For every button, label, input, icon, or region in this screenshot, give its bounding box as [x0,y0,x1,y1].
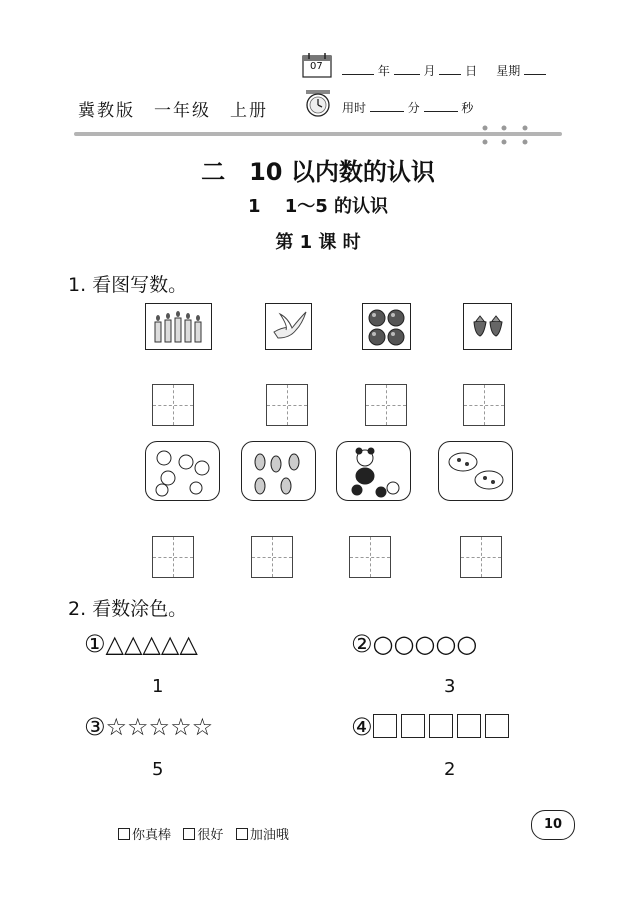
clock-icon [303,88,333,122]
calendar-day: 07 [310,61,323,72]
checkbox-2[interactable] [183,828,195,840]
second-label: 秒 [461,101,474,115]
rating-options [118,824,289,843]
picture-dove [265,303,312,350]
rabbits-icon [242,442,315,500]
picture-candles [145,303,212,350]
minute-label: 分 [407,101,420,115]
picture-leopards [438,441,513,501]
time-line [342,99,473,116]
rule-dots [480,125,540,149]
section-title: 1 1～5 的认识 [247,196,389,217]
answer-grid-1[interactable] [152,384,194,426]
marker-1: ① [84,630,106,658]
answer-grid-5[interactable] [152,536,194,578]
checkbox-1[interactable] [118,828,130,840]
q2-number-2: 3 [444,676,456,697]
question-2-label: 2. 看数涂色。 [68,598,188,620]
answer-grid-7[interactable] [349,536,391,578]
picture-chicks [145,441,220,501]
marker-3: ③ [84,713,106,741]
square-2[interactable] [401,714,425,738]
candles-icon [146,304,211,349]
squares[interactable] [373,713,513,741]
picture-apples [362,303,411,350]
dove-icon [266,304,311,349]
page-number: 10 [531,810,575,840]
q2-number-4: 2 [444,759,456,780]
strawberries-icon [464,304,511,349]
option-3: 加油哦 [249,828,289,843]
question-1-label: 1. 看图写数。 [68,274,188,296]
q2-item-4 [351,713,513,741]
date-line [342,62,546,79]
answer-grid-8[interactable] [460,536,502,578]
circles[interactable]: ○○○○○ [372,630,478,658]
picture-rabbits [241,441,316,501]
q2-item-1 [84,630,198,658]
q2-number-3: 5 [152,759,164,780]
leopards-icon [439,442,512,500]
answer-grid-3[interactable] [365,384,407,426]
time-label: 用时 [342,101,367,115]
pandas-icon [337,442,410,500]
marker-2: ② [351,630,373,658]
marker-4: ④ [351,713,373,741]
square-3[interactable] [429,714,453,738]
triangles[interactable]: △△△△△ [105,630,198,658]
month-label: 月 [423,64,436,78]
option-2: 很好 [197,828,224,843]
answer-grid-2[interactable] [266,384,308,426]
apples-icon [363,304,410,349]
picture-strawberries [463,303,512,350]
picture-pandas [336,441,411,501]
option-1: 你真棒 [132,828,172,843]
answer-grid-6[interactable] [251,536,293,578]
chicks-icon [146,442,219,500]
chapter-title: 二 10 以内数的认识 [201,158,435,186]
q2-item-3 [84,713,213,741]
square-1[interactable] [373,714,397,738]
q2-item-2 [351,630,477,658]
square-4[interactable] [457,714,481,738]
weekday-label: 星期 [496,64,521,78]
lesson-title: 第 1 课 时 [275,232,361,253]
q2-number-1: 1 [152,676,164,697]
year-label: 年 [377,64,390,78]
checkbox-3[interactable] [236,828,248,840]
stars[interactable]: ☆☆☆☆☆ [105,713,214,741]
square-5[interactable] [485,714,509,738]
edition-label: 冀教版 一年级 上册 [78,101,268,121]
day-label: 日 [465,64,478,78]
answer-grid-4[interactable] [463,384,505,426]
